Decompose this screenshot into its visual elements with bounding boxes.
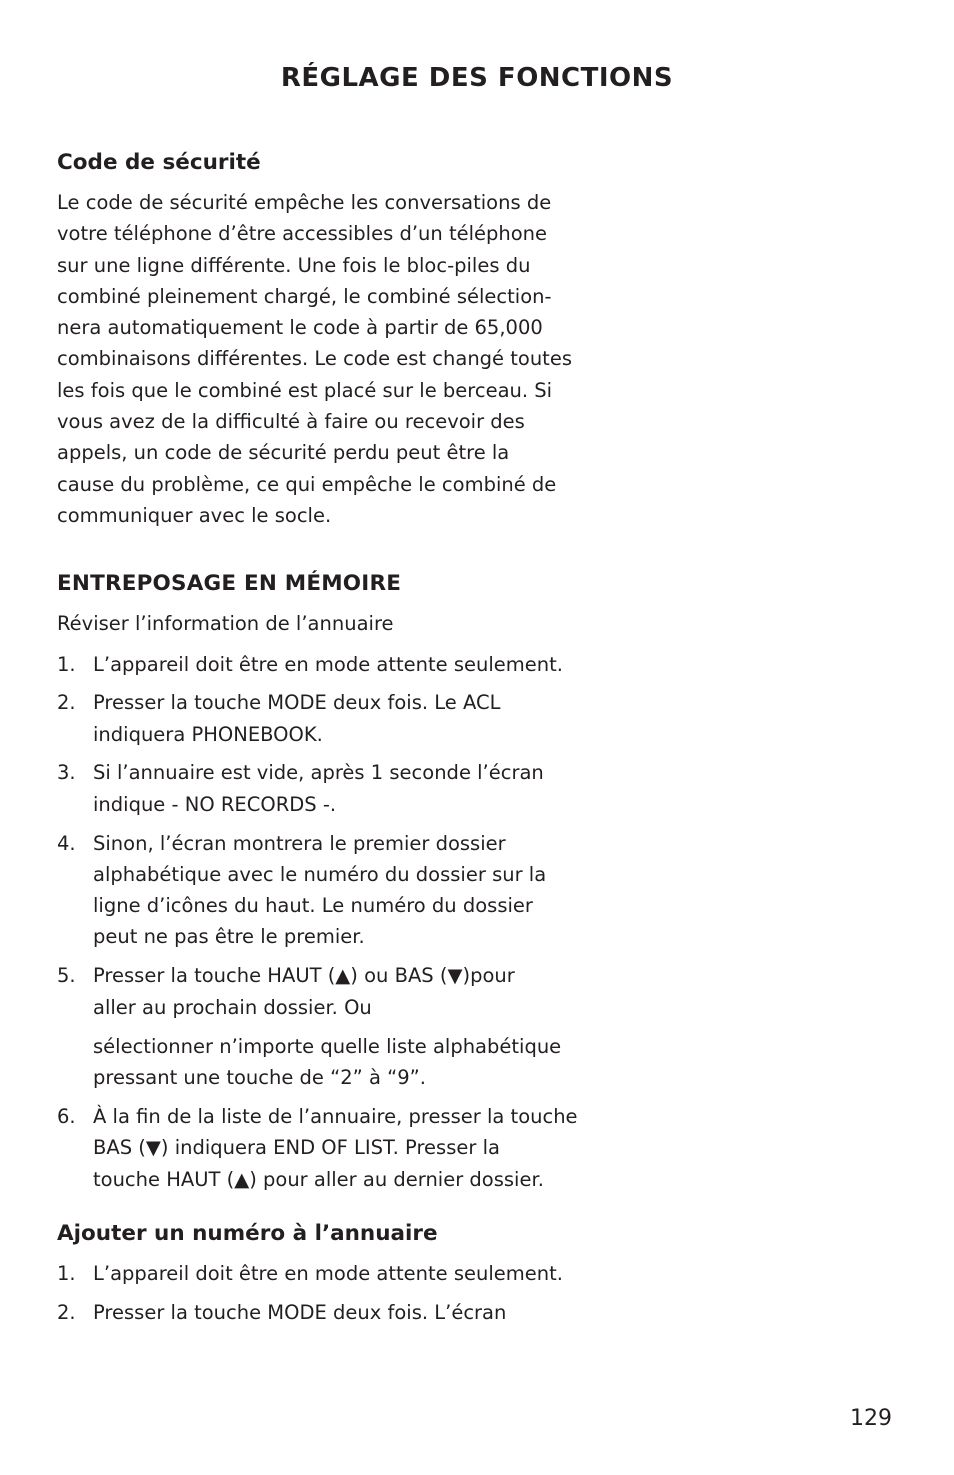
- step-text: Presser la touche MODE deux fois. L’écran: [93, 1301, 507, 1325]
- paragraph-line: communiquer avec le socle.: [57, 503, 332, 527]
- storage-steps-list: [57, 649, 577, 1195]
- step-number: 1.: [57, 1262, 76, 1286]
- page-content: [57, 146, 577, 1328]
- step-text: alphabétique avec le numéro du dossier sur la: [93, 862, 547, 886]
- step-text: À la fin de la liste de l’annuaire, presser la touche: [93, 1104, 578, 1128]
- paragraph-line: sur une ligne différente. Une fois le bloc-piles du: [57, 253, 531, 277]
- paragraph-line: combiné pleinement chargé, le combiné sélection-: [57, 284, 552, 308]
- step-text: L’appareil doit être en mode attente seulement.: [93, 652, 563, 676]
- step-text: Sinon, l’écran montrera le premier dossier: [93, 831, 506, 855]
- list-item: [57, 649, 577, 680]
- step-number: 2.: [57, 691, 76, 715]
- page-title: RÉGLAGE DES FONCTIONS: [280, 63, 674, 93]
- paragraph-line: les fois que le combiné est placé sur le berceau. Si: [57, 378, 553, 402]
- step-number: 4.: [57, 831, 76, 855]
- step-text: Si l’annuaire est vide, après 1 seconde l’écran: [93, 761, 544, 785]
- step-number: 3.: [57, 761, 76, 785]
- security-heading: Code de sécurité: [57, 150, 261, 175]
- paragraph-line: combinaisons différentes. Le code est changé toutes: [57, 347, 572, 371]
- add-number-heading: Ajouter un numéro à l’annuaire: [57, 1220, 438, 1246]
- storage-intro: Réviser l’information de l’annuaire: [57, 612, 394, 636]
- paragraph-line: nera automatiquement le code à partir de 65,000: [57, 316, 543, 340]
- step-text: peut ne pas être le premier.: [93, 925, 365, 949]
- list-item: [57, 1258, 577, 1289]
- step-text: BAS (▼) indiquera END OF LIST. Presser la: [93, 1136, 500, 1160]
- step-text: indique - NO RECORDS -.: [93, 792, 337, 816]
- list-item: [57, 1101, 577, 1195]
- storage-heading: ENTREPOSAGE EN MÉMOIRE: [57, 571, 402, 597]
- step-text: Presser la touche MODE deux fois. Le ACL: [93, 691, 501, 715]
- security-paragraph: [57, 187, 577, 531]
- list-item: [57, 1297, 577, 1328]
- paragraph-line: cause du problème, ce qui empêche le combiné de: [57, 472, 557, 496]
- step-text: indiquera PHONEBOOK.: [93, 722, 323, 746]
- step-number: 6.: [57, 1104, 76, 1128]
- list-item: [57, 960, 577, 1093]
- step-text: aller au prochain dossier. Ou: [93, 995, 372, 1019]
- list-item: [57, 687, 577, 750]
- paragraph-line: vous avez de la difficulté à faire ou recevoir des: [57, 410, 525, 434]
- step-note: [93, 1031, 577, 1094]
- step-text: Presser la touche HAUT (▲) ou BAS (▼)pour: [93, 964, 515, 988]
- paragraph-line: Le code de sécurité empêche les conversations de: [57, 191, 552, 214]
- list-item: [57, 828, 577, 953]
- step-number: 1.: [57, 652, 76, 676]
- paragraph-line: votre téléphone d’être accessibles d’un téléphone: [57, 222, 548, 246]
- step-text: ligne d’icônes du haut. Le numéro du dossier: [93, 894, 533, 918]
- step-text: L’appareil doit être en mode attente seulement.: [93, 1262, 563, 1286]
- add-steps-list: [57, 1258, 577, 1328]
- step-text: sélectionner n’importe quelle liste alphabétique: [93, 1034, 562, 1058]
- step-number: 2.: [57, 1301, 76, 1325]
- page-number: 129: [850, 1406, 892, 1431]
- step-number: 5.: [57, 964, 76, 988]
- step-text: pressant une touche de “2” à “9”.: [93, 1066, 426, 1090]
- list-item: [57, 757, 577, 820]
- paragraph-line: appels, un code de sécurité perdu peut être la: [57, 441, 510, 465]
- step-text: touche HAUT (▲) pour aller au dernier dossier.: [93, 1167, 544, 1191]
